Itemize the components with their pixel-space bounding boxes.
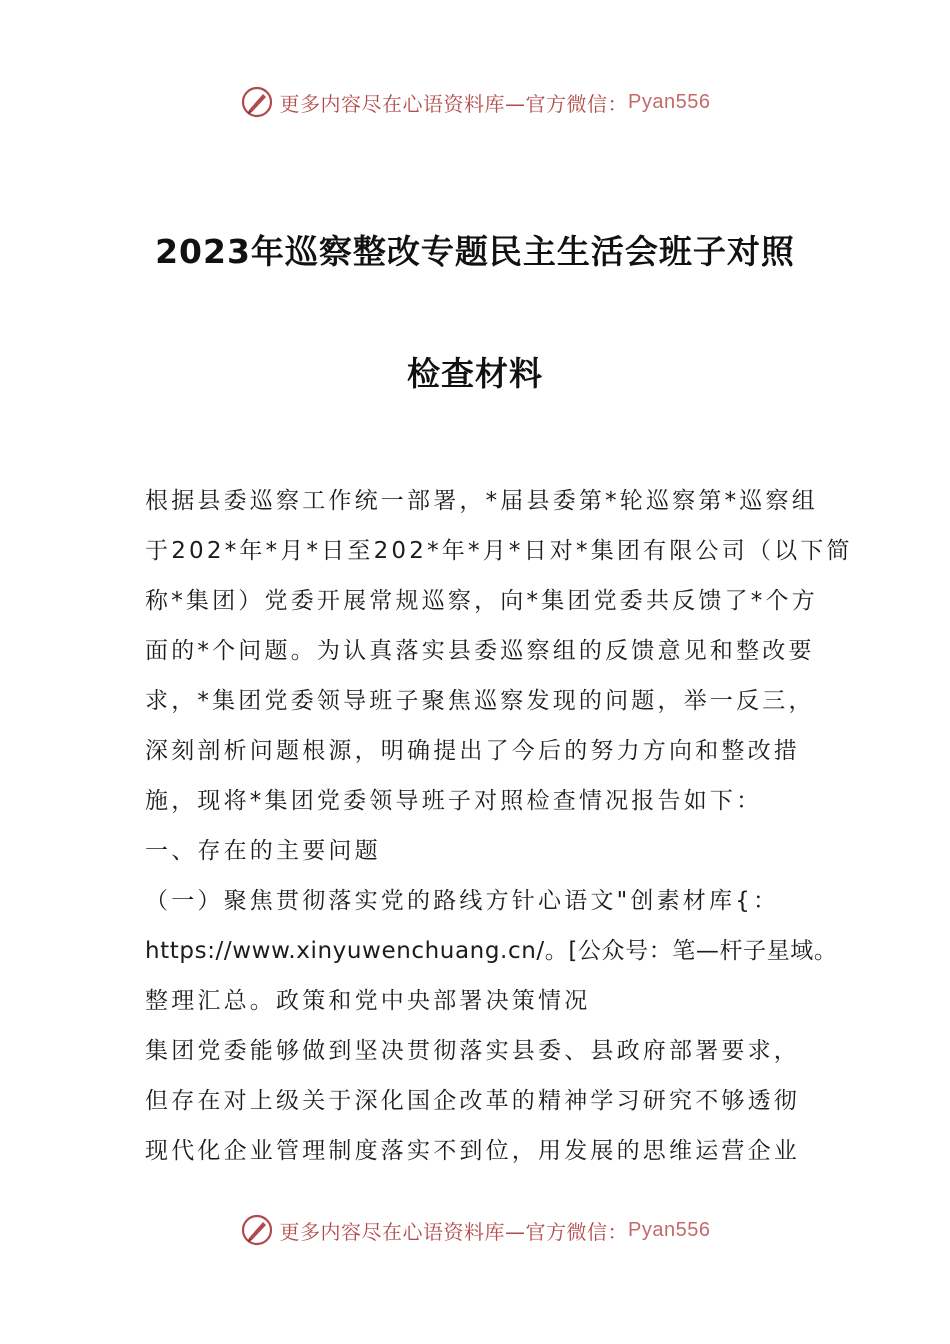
section-heading: 一、存在的主要问题 [145, 838, 381, 864]
body-line: 现代化企业管理制度落实不到位，用发展的思维运营企业 [145, 1138, 800, 1164]
subsection-heading: （一）聚焦贯彻落实党的路线方针心语文"创素材库{： [145, 888, 780, 914]
body-line: 但存在对上级关于深化国企改革的精神学习研究不够透彻 [145, 1088, 800, 1114]
document-body [145, 476, 853, 1176]
body-line: 于202*年*月*日至202*年*月*日对*集团有限公司（以下简 [145, 538, 853, 564]
watermark-id: Pyan556 [628, 1218, 711, 1241]
watermark-text: 更多内容尽在心语资料库—官方微信： [279, 91, 629, 116]
body-line: 根据县委巡察工作统一部署，*届县委第*轮巡察第*巡察组 [145, 488, 818, 514]
body-line: 整理汇总。政策和党中央部署决策情况 [145, 988, 591, 1014]
body-line: 施，现将*集团党委领导班子对照检查情况报告如下： [145, 788, 763, 814]
watermark-id: Pyan556 [628, 90, 711, 113]
body-line: 称*集团）党委开展常规巡察，向*集团党委共反馈了*个方 [145, 588, 818, 614]
document-title-line1: 2023年巡察整改专题民主生活会班子对照 [155, 232, 795, 271]
watermark-text: 更多内容尽在心语资料库—官方微信： [279, 1219, 629, 1244]
body-line: 求，*集团党委领导班子聚焦巡察发现的问题，举一反三， [145, 688, 815, 714]
watermark-header [0, 82, 950, 122]
document-title-line2: 检查材料 [407, 354, 543, 393]
body-line: 面的*个问题。为认真落实县委巡察组的反馈意见和整改要 [145, 638, 815, 664]
body-line: 深刻剖析问题根源，明确提出了今后的努力方向和整改措 [145, 738, 800, 764]
pen-circle-icon [240, 1213, 274, 1247]
watermark-footer [0, 1210, 950, 1250]
body-line: 集团党委能够做到坚决贯彻落实县委、县政府部署要求， [145, 1038, 800, 1064]
pen-circle-icon [240, 85, 274, 119]
body-line-url: https://www.xinyuwenchuang.cn/。[公众号：笔—杆子星域。 [145, 938, 838, 964]
